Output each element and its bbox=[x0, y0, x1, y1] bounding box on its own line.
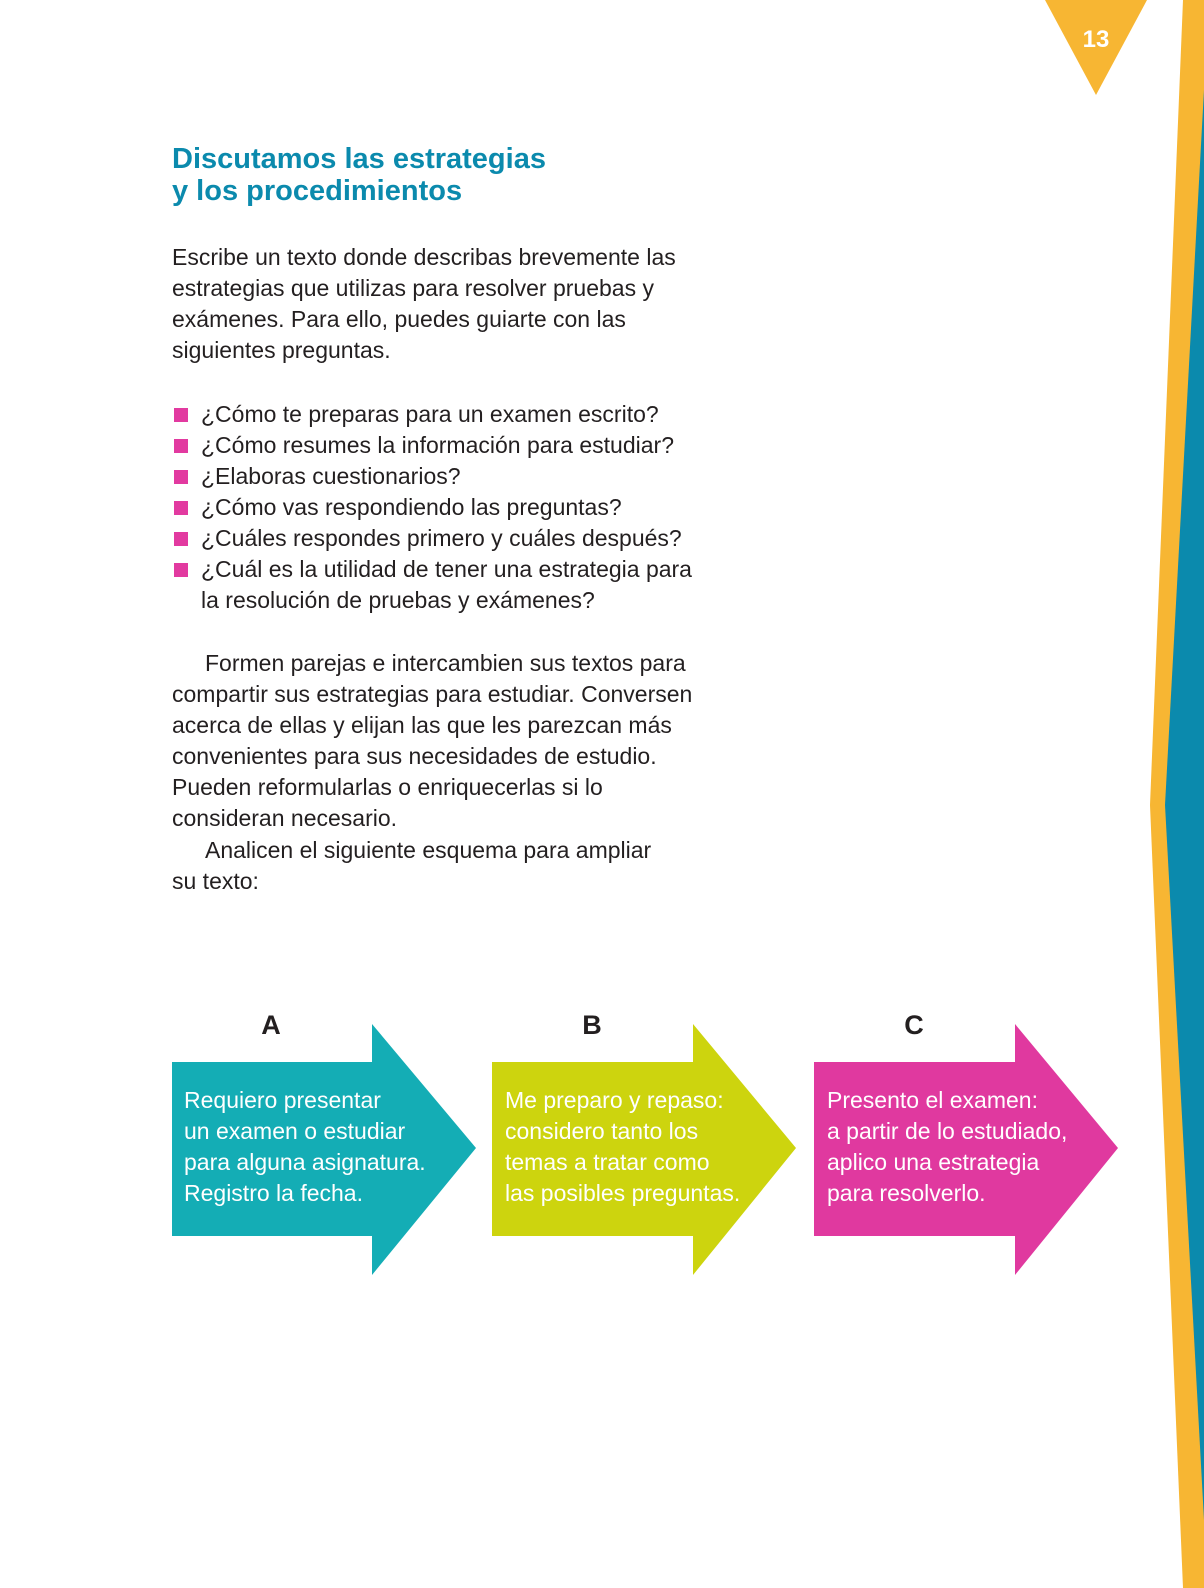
diagram-intro-paragraph bbox=[172, 835, 732, 897]
list-item bbox=[172, 430, 732, 461]
list-item bbox=[172, 554, 732, 616]
list-item bbox=[172, 492, 732, 523]
step-b-text bbox=[505, 1085, 805, 1209]
square-bullet-icon bbox=[174, 563, 188, 577]
question-text: ¿Cuál es la utilidad de tener una estrategia para bbox=[201, 556, 692, 582]
list-item bbox=[172, 461, 732, 492]
instructions-paragraph bbox=[172, 648, 732, 834]
text-line: las posibles preguntas. bbox=[505, 1180, 741, 1206]
page-number: 13 bbox=[1082, 26, 1110, 53]
text-line: su texto: bbox=[172, 868, 259, 894]
list-item bbox=[172, 399, 732, 430]
text-line: para alguna asignatura. bbox=[184, 1149, 426, 1175]
step-a-text bbox=[184, 1085, 484, 1209]
text-line: para resolverlo. bbox=[827, 1180, 986, 1206]
text-line: considero tanto los bbox=[505, 1118, 699, 1144]
step-c-letter: C bbox=[904, 1010, 924, 1040]
text-line: compartir sus estrategias para estudiar. Conversen bbox=[172, 681, 693, 707]
step-b-letter: B bbox=[582, 1010, 602, 1040]
text-line: Registro la fecha. bbox=[184, 1180, 363, 1206]
list-item bbox=[172, 523, 732, 554]
square-bullet-icon bbox=[174, 470, 188, 484]
text-line: Formen parejas e intercambien sus textos para bbox=[205, 650, 686, 676]
text-line: consideran necesario. bbox=[172, 805, 398, 831]
square-bullet-icon bbox=[174, 501, 188, 515]
text-line: Analicen el siguiente esquema para ampliar bbox=[205, 837, 652, 863]
text-line: acerca de ellas y elijan las que les parezcan más bbox=[172, 712, 672, 738]
text-line: Me preparo y repaso: bbox=[505, 1087, 724, 1113]
section-title bbox=[172, 143, 546, 207]
text-line: a partir de lo estudiado, bbox=[827, 1118, 1068, 1144]
question-text-continued: la resolución de pruebas y exámenes? bbox=[201, 587, 595, 613]
question-list bbox=[172, 399, 732, 616]
text-line: Requiero presentar bbox=[184, 1087, 381, 1113]
square-bullet-icon bbox=[174, 532, 188, 546]
intro-paragraph bbox=[172, 242, 732, 366]
text-line: aplico una estrategia bbox=[827, 1149, 1040, 1175]
question-text: ¿Elaboras cuestionarios? bbox=[201, 463, 461, 489]
step-a-letter: A bbox=[261, 1010, 281, 1040]
text-line: Pueden reformularlas o enriquecerlas si lo bbox=[172, 774, 603, 800]
text-line: temas a tratar como bbox=[505, 1149, 710, 1175]
text-line: un examen o estudiar bbox=[184, 1118, 406, 1144]
question-text: ¿Cómo te preparas para un examen escrito? bbox=[201, 401, 659, 427]
square-bullet-icon bbox=[174, 439, 188, 453]
text-line: exámenes. Para ello, puedes guiarte con las bbox=[172, 306, 626, 332]
text-line: Escribe un texto donde describas brevemente las bbox=[172, 244, 676, 270]
text-line: estrategias que utilizas para resolver pruebas y bbox=[172, 275, 654, 301]
title-line: y los procedimientos bbox=[172, 175, 463, 207]
text-line: convenientes para sus necesidades de estudio. bbox=[172, 743, 657, 769]
text-line: siguientes preguntas. bbox=[172, 337, 391, 363]
step-c-text bbox=[827, 1085, 1127, 1209]
question-text: ¿Cómo vas respondiendo las preguntas? bbox=[201, 494, 622, 520]
square-bullet-icon bbox=[174, 408, 188, 422]
question-text: ¿Cómo resumes la información para estudiar? bbox=[201, 432, 674, 458]
title-line: Discutamos las estrategias bbox=[172, 143, 546, 175]
question-text: ¿Cuáles respondes primero y cuáles después? bbox=[201, 525, 682, 551]
text-line: Presento el examen: bbox=[827, 1087, 1038, 1113]
